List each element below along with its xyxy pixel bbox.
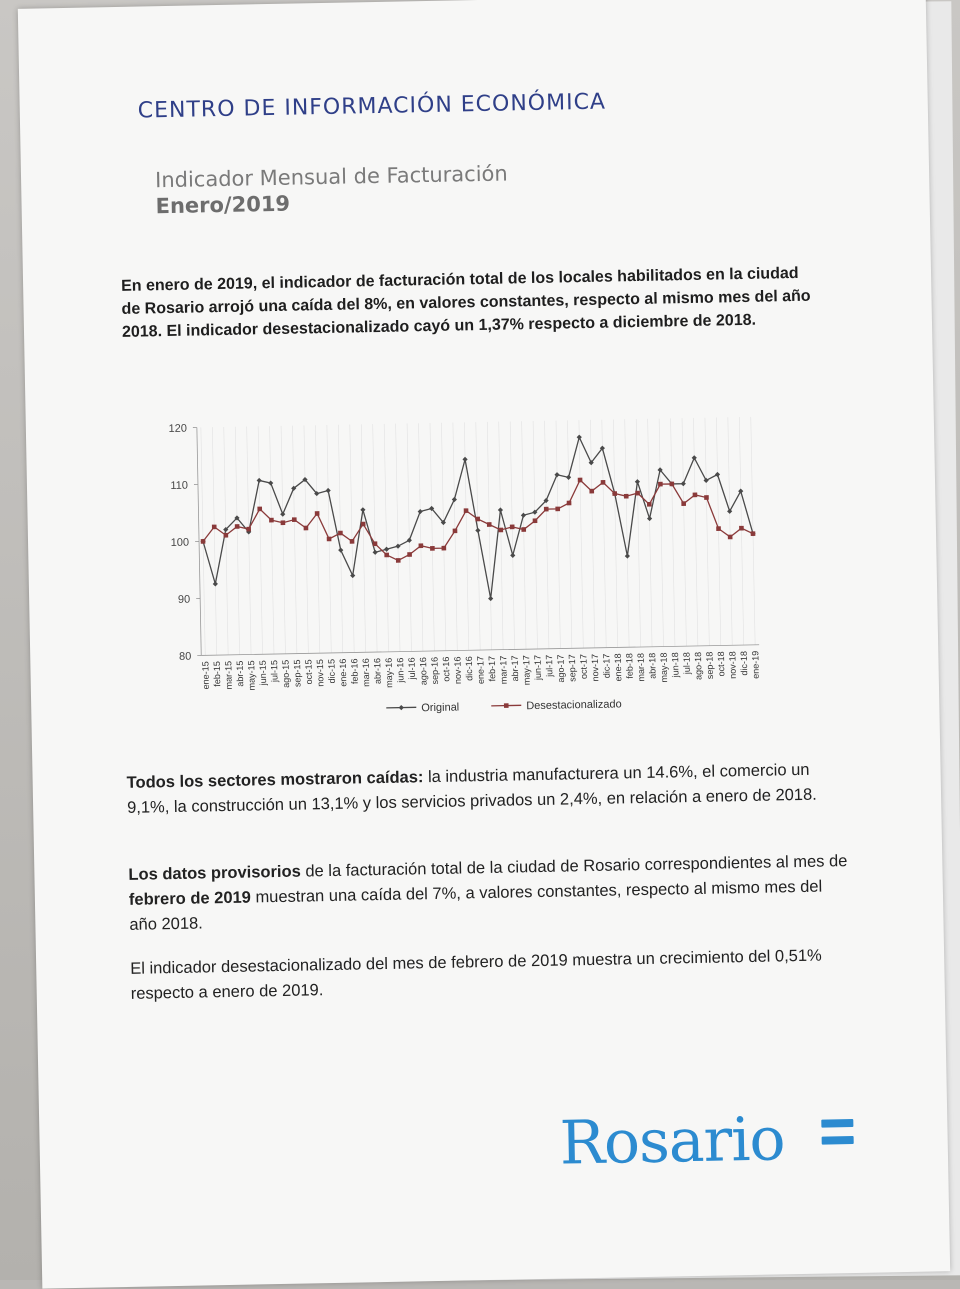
data-point-desestacionalizado [246,527,251,532]
data-point-desestacionalizado [292,517,297,522]
x-tick-label: oct-15 [303,659,313,684]
sectors-text: la industria manufacturera un 14.6%, el comercio un 9,1%, la construcción un 13,1% y los servicios privados un 2,4%, en relación a enero de 2018. [127,761,817,817]
x-tick-label: feb-18 [624,653,634,679]
x-tick-label: may-18 [659,652,670,682]
data-point-original [384,547,389,552]
x-tick-label: ene-18 [613,653,624,681]
report-period: Enero/2019 [155,192,290,219]
y-tick-label: 90 [178,594,190,606]
data-point-desestacionalizado [728,535,733,540]
data-point-original [407,538,412,543]
gridline [212,427,216,655]
gridline [671,418,675,646]
document-page [18,0,950,1289]
lead-paragraph: En enero de 2019, el indicador de facturación total de los locales habilitados en la ciudad de Rosario arrojó una caída del 8%, en valores constantes, respecto al mismo mes del año 2018. El indicador desestacionalizado cayó un 1,37% respecto a diciembre de 2018. [121,261,822,343]
data-point-desestacionalizado [257,507,262,512]
x-tick-label: mar-16 [361,658,372,687]
data-point-original [498,507,503,512]
gridline [682,418,686,646]
data-point-original [738,488,743,493]
data-point-original [213,581,218,586]
data-point-original [350,573,355,578]
data-point-desestacionalizado [373,541,378,546]
data-point-desestacionalizado [533,518,538,523]
x-tick-label: ago-16 [418,657,429,685]
x-tick-label: feb-16 [349,658,359,684]
gridline [258,426,262,654]
gridline [270,426,274,654]
legend-label-original: Original [421,701,459,714]
data-point-desestacionalizado [693,493,698,498]
data-point-desestacionalizado [681,501,686,506]
chart-svg [111,404,817,727]
gridline [419,423,423,651]
data-point-desestacionalizado [601,480,606,485]
gridline [636,419,640,647]
x-tick-label: abr-16 [372,658,382,684]
data-point-desestacionalizado [235,524,240,529]
data-point-desestacionalizado [396,558,401,563]
x-tick-label: ago-15 [281,660,292,688]
x-tick-label: sep-15 [292,659,303,687]
x-tick-label: may-16 [384,658,395,688]
gridline [556,421,560,649]
data-point-original [692,455,697,460]
data-point-original [360,507,365,512]
data-point-original [554,472,559,477]
x-tick-label: oct-16 [441,657,451,682]
provisional-rest: muestran una caída del 7%, a valores constantes, respecto al mismo mes del año 2018. [129,878,822,934]
data-point-original [715,472,720,477]
data-point-desestacionalizado [269,518,274,523]
gridline [613,419,617,647]
x-tick-label: sep-18 [704,652,715,680]
data-point-original [452,497,457,502]
y-tick-label: 120 [168,423,187,435]
gridline [705,418,709,646]
data-point-original [462,457,467,462]
data-point-desestacionalizado [521,527,526,532]
data-point-desestacionalizado [430,546,435,551]
data-point-original [418,509,423,514]
data-point-desestacionalizado [304,526,309,531]
gridline [693,418,697,646]
data-point-desestacionalizado [589,489,594,494]
gridline [499,422,503,650]
gridline [567,420,571,648]
gridline [247,427,251,655]
gridline [716,417,720,645]
gridline [590,420,594,648]
data-point-desestacionalizado [669,482,674,487]
provisional-mid: de la facturación total de la ciudad de Rosario correspondientes al mes de [301,852,848,880]
data-point-desestacionalizado [510,525,515,530]
data-point-desestacionalizado [212,525,217,530]
data-point-desestacionalizado [751,531,756,536]
data-point-original [566,475,571,480]
x-tick-label: abr-15 [235,661,245,687]
gridline [373,424,377,652]
data-point-desestacionalizado [624,494,629,499]
provisional-bold: Los datos provisorios [128,863,301,884]
data-point-desestacionalizado [453,528,458,533]
y-tick-label: 110 [170,480,188,492]
x-tick-label: feb-17 [487,656,497,682]
x-tick-label: jul-15 [269,660,279,683]
data-point-original [257,478,262,483]
data-point-desestacionalizado [384,553,389,558]
x-tick-label: nov-15 [315,659,326,687]
legend-marker-desestacionalizado [504,703,509,708]
data-point-desestacionalizado [658,482,663,487]
data-point-original [395,544,400,549]
data-point-original [325,488,330,493]
gridline [533,421,537,649]
gridline [625,419,629,647]
data-point-original [373,550,378,555]
data-point-original [510,553,515,558]
x-tick-label: dic-16 [464,656,474,681]
data-point-original [681,481,686,486]
data-point-desestacionalizado [704,495,709,500]
x-tick-label: ene-15 [200,661,211,689]
x-tick-label: dic-15 [326,659,336,684]
data-point-original [280,512,285,517]
data-point-desestacionalizado [739,526,744,531]
seasonal-paragraph: El indicador desestacionalizado del mes de febrero de 2019 muestra un crecimiento del 0,51% respecto a enero de 2019. [130,943,851,1007]
x-tick-label: jun-18 [670,652,680,678]
x-tick-label: mar-17 [498,656,509,685]
gridline [441,423,445,651]
gridline [487,422,491,650]
x-tick-label: nov-18 [727,651,738,679]
data-point-original [577,435,582,440]
data-point-original [338,547,343,552]
x-tick-label: mar-18 [636,653,647,682]
data-point-desestacionalizado [555,507,560,512]
x-tick-label: dic-17 [601,654,611,679]
rosario-logo: Rosario [559,1104,785,1178]
gridline [430,423,434,651]
legend-label-desestacionalizado: Desestacionalizado [526,698,622,712]
gridline [510,421,514,649]
x-tick-label: sep-16 [429,657,440,685]
x-tick-label: ene-16 [338,659,349,687]
sectors-bold: Todos los sectores mostraron caídas: [127,768,424,792]
data-point-original [727,509,732,514]
gridline [751,417,755,645]
data-point-desestacionalizado [327,537,332,542]
provisional-month: febrero de 2019 [129,889,251,909]
x-tick-label: may-15 [246,660,257,690]
gridline [579,420,583,648]
data-point-desestacionalizado [635,491,640,496]
data-point-desestacionalizado [487,522,492,527]
gridline [235,427,239,655]
gridline [739,417,743,645]
data-point-desestacionalizado [544,507,549,512]
data-point-desestacionalizado [498,528,503,533]
x-tick-label: jun-15 [258,660,268,686]
legend-marker-original [399,705,404,710]
x-tick-label: mar-15 [223,661,234,690]
data-point-original [635,479,640,484]
x-tick-label: sep-17 [567,654,578,682]
gridline [396,424,400,652]
gridline [728,417,732,645]
data-point-original [625,553,630,558]
x-tick-label: ago-17 [556,654,567,682]
data-point-desestacionalizado [407,552,412,557]
x-tick-label: jul-16 [407,657,417,680]
data-point-desestacionalizado [315,511,320,516]
x-tick-label: jun-17 [533,655,543,681]
data-point-original [521,513,526,518]
data-point-desestacionalizado [419,543,424,548]
report-title: Indicador Mensual de Facturación [155,161,508,192]
gridline [281,426,285,654]
data-point-original [475,528,480,533]
x-tick-label: oct-18 [716,651,726,676]
x-tick-label: ago-18 [693,652,704,680]
x-tick-label: abr-18 [647,653,657,679]
line-chart [111,404,817,727]
x-tick-label: may-17 [521,655,532,685]
gridline [659,419,663,647]
gridline [648,419,652,647]
org-title: CENTRO DE INFORMACIÓN ECONÓMICA [138,90,607,124]
data-point-desestacionalizado [475,517,480,522]
data-point-desestacionalizado [464,508,469,513]
logo-equals-icon [821,1119,854,1154]
data-point-desestacionalizado [442,546,447,551]
gridline [545,421,549,649]
data-point-desestacionalizado [361,522,366,527]
data-point-original [703,478,708,483]
y-tick-label: 100 [171,537,190,549]
gridline [464,422,468,650]
x-tick-label: jun-16 [395,658,405,684]
gridline [224,427,228,655]
gridline [384,424,388,652]
data-point-desestacionalizado [224,533,229,538]
data-point-original [647,516,652,521]
x-tick-label: dic-18 [739,651,749,676]
y-tick-label: 80 [179,651,191,663]
x-tick-label: oct-17 [578,654,588,679]
x-tick-label: jul-17 [544,655,554,678]
data-point-original [488,596,493,601]
gridline [304,425,308,653]
data-point-desestacionalizado [578,478,583,483]
sectors-paragraph [126,757,847,821]
data-point-desestacionalizado [338,531,343,536]
data-point-desestacionalizado [647,502,652,507]
gridline [522,421,526,649]
x-tick-label: abr-17 [510,655,520,681]
data-point-original [268,480,273,485]
gridline [315,425,319,653]
x-tick-label: nov-17 [590,654,601,682]
data-point-desestacionalizado [716,526,721,531]
data-point-desestacionalizado [201,539,206,544]
provisional-paragraph [128,849,849,938]
gridline [453,423,457,651]
data-point-desestacionalizado [567,501,572,506]
x-tick-label: jul-18 [682,652,692,675]
data-point-desestacionalizado [281,520,286,525]
x-tick-label: nov-16 [452,656,463,684]
x-tick-label: ene-17 [475,656,486,684]
gridline [293,426,297,654]
gridline [361,424,365,652]
data-point-desestacionalizado [612,491,617,496]
data-point-desestacionalizado [350,539,355,544]
x-tick-label: feb-15 [212,661,222,687]
x-tick-label: ene-19 [750,651,761,679]
